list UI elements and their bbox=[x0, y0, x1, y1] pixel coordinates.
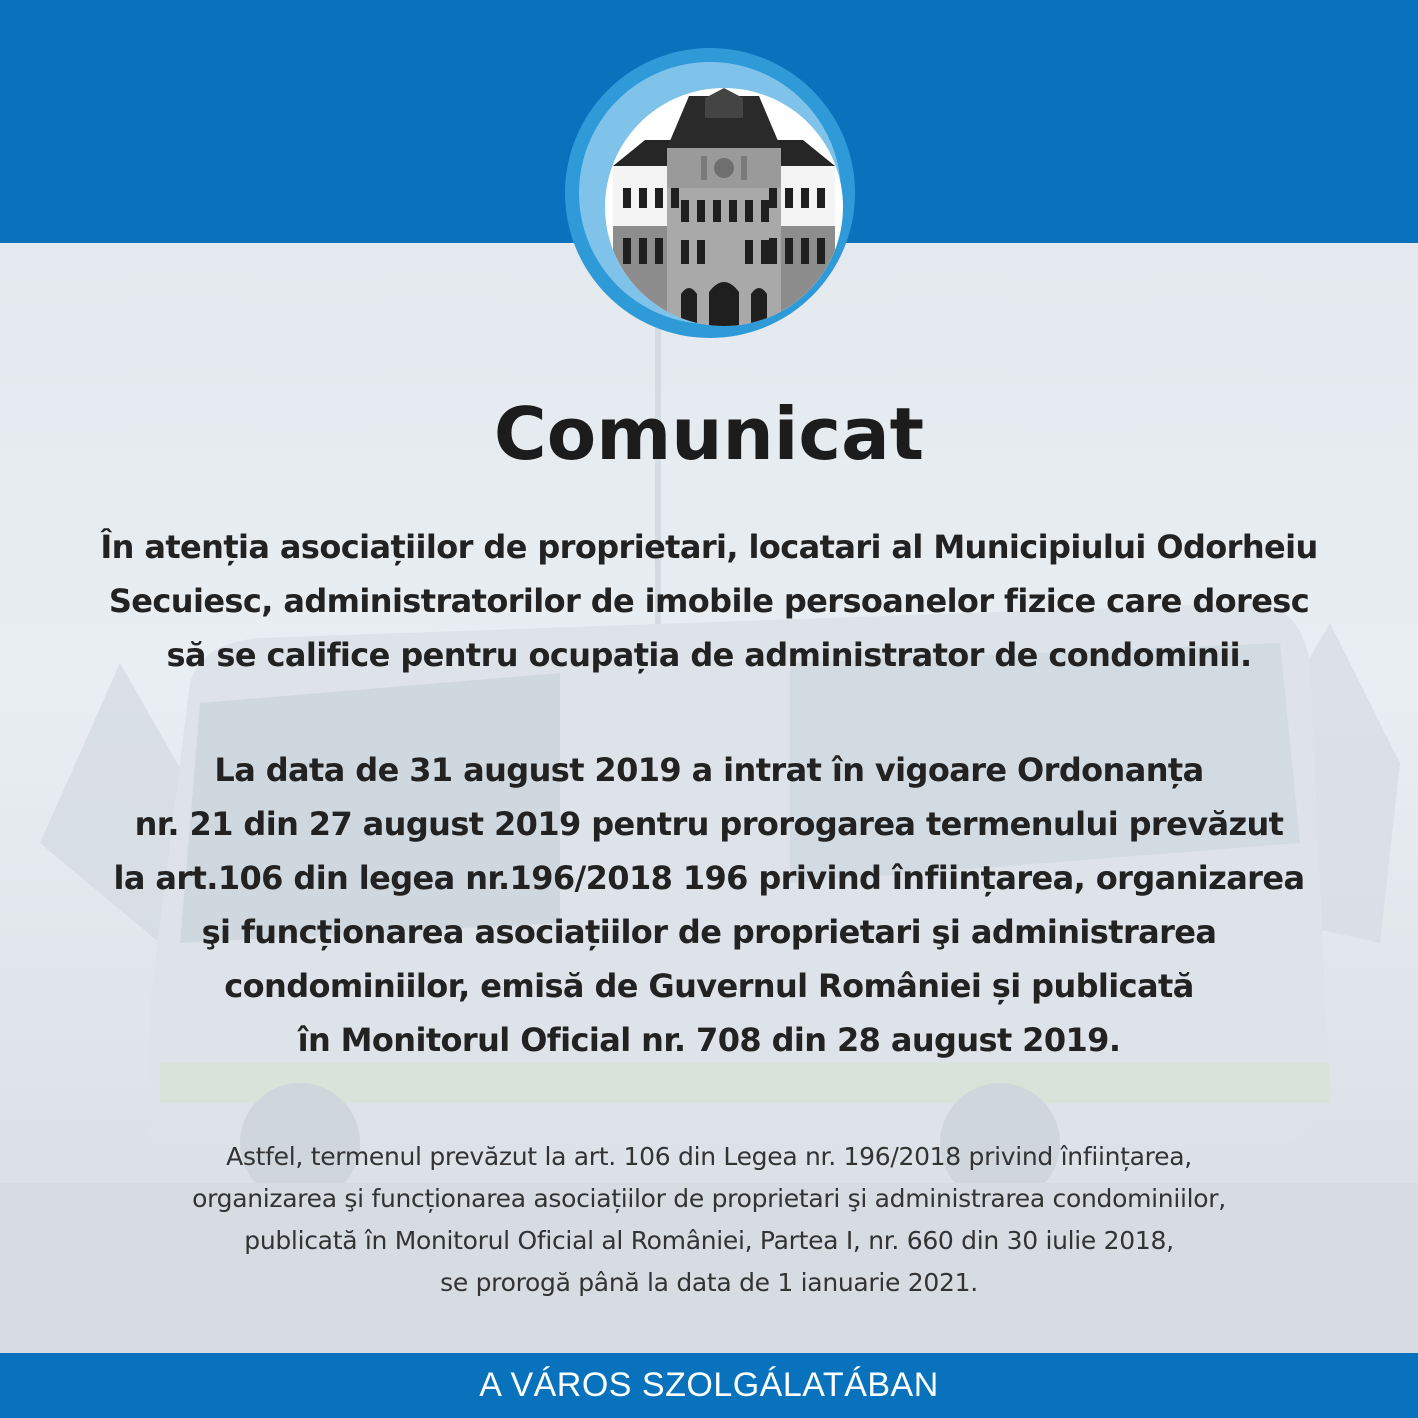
page-title: Comunicat bbox=[493, 392, 925, 476]
deadline-line: se prorogă până la data de 1 ianuarie 2021. bbox=[440, 1268, 978, 1297]
intro-line: În atenția asociațiilor de proprietari, locatari al Municipiului Odorheiu bbox=[100, 528, 1318, 566]
ordinance-line: condominiilor, emisă de Guvernul României și publicată bbox=[224, 967, 1194, 1005]
ordinance-line: la art.106 din legea nr.196/2018 196 privind înființarea, organizarea bbox=[113, 859, 1305, 897]
ordinance-line: în Monitorul Oficial nr. 708 din 28 august 2019. bbox=[297, 1021, 1121, 1059]
city-hall-building-icon bbox=[605, 88, 843, 326]
deadline-line: organizarea şi funcționarea asociațiilor de proprietari şi administrarea condominiilor, bbox=[192, 1184, 1226, 1213]
deadline-line: Astfel, termenul prevăzut la art. 106 din Legea nr. 196/2018 privind înființarea, bbox=[226, 1142, 1192, 1171]
deadline-paragraph bbox=[30, 1136, 1388, 1304]
deadline-line: publicată în Monitorul Oficial al României, Partea I, nr. 660 din 30 iulie 2018, bbox=[244, 1226, 1174, 1255]
city-hall-emblem bbox=[565, 48, 855, 338]
intro-line: Secuiesc, administratorilor de imobile persoanelor fizice care doresc bbox=[108, 582, 1310, 620]
intro-paragraph bbox=[30, 520, 1388, 682]
ordinance-line: La data de 31 august 2019 a intrat în vigoare Ordonanța bbox=[214, 751, 1204, 789]
footer-slogan: A VÁROS SZOLGÁLATÁBAN bbox=[479, 1366, 939, 1404]
ordinance-paragraph bbox=[30, 743, 1388, 1067]
ordinance-line: nr. 21 din 27 august 2019 pentru prorogarea termenului prevăzut bbox=[134, 805, 1284, 843]
footer-band bbox=[0, 1353, 1418, 1418]
intro-line: să se califice pentru ocupația de administrator de condominii. bbox=[166, 636, 1252, 674]
ordinance-line: şi funcționarea asociațiilor de proprietari şi administrarea bbox=[201, 913, 1217, 951]
